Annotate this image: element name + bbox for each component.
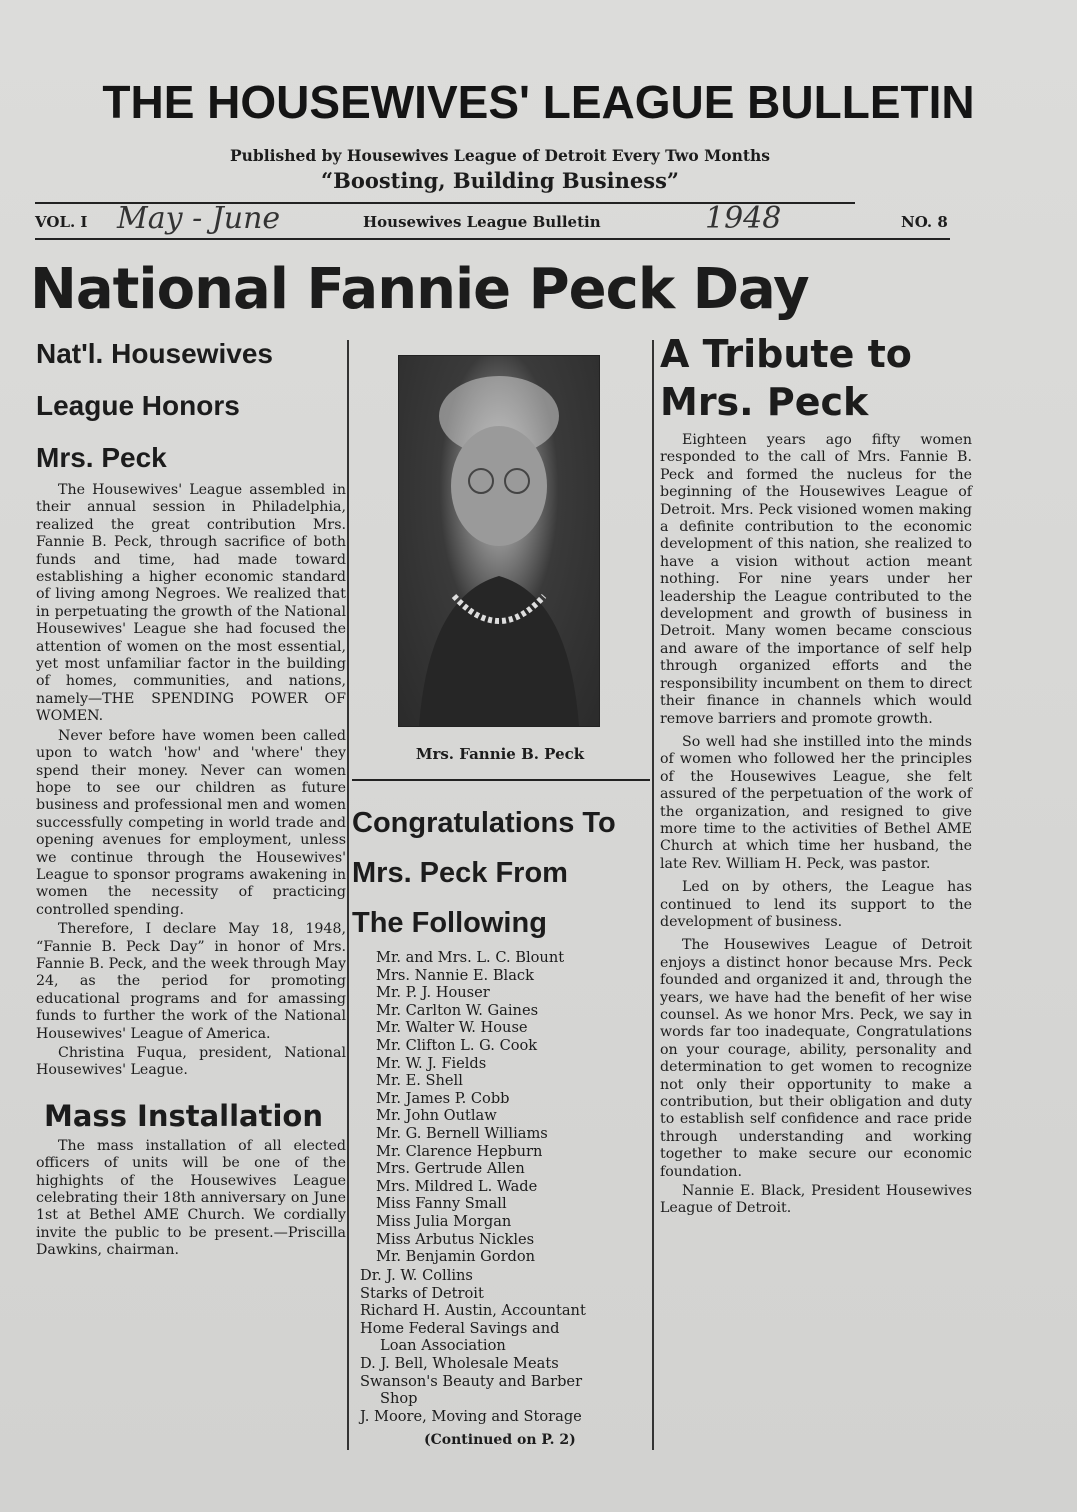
handwritten-year: 1948 <box>705 201 782 236</box>
list-item: Shop <box>380 1390 418 1408</box>
headline: National Fannie Peck Day <box>30 257 809 322</box>
business-list <box>360 1267 586 1425</box>
heading-line: Mrs. Peck <box>36 442 167 473</box>
list-item: Mrs. Gertrude Allen <box>376 1160 525 1178</box>
paragraph: Therefore, I declare May 18, 1948, “Fannie B. Peck Day” in honor of Mrs. Fannie B. Peck, and the week through May 24, as the period for promoting educational programs and for amassing funds to further the work of the National Housewives' League of America. <box>36 921 346 1042</box>
issue-number: NO. 8 <box>901 213 948 231</box>
list-item: Mr. Clifton L. G. Cook <box>376 1036 538 1054</box>
list-item: Mr. and Mrs. L. C. Blount <box>376 949 565 966</box>
motto: “Boosting, Building Business” <box>321 168 679 193</box>
left-article <box>36 482 346 1080</box>
heading-line: League Honors <box>36 390 240 421</box>
handwritten-months: May - June <box>117 201 281 236</box>
right-heading <box>660 330 972 426</box>
portrait-photo <box>398 355 600 727</box>
list-item: Miss Fanny Small <box>376 1195 507 1213</box>
paragraph: So well had she instilled into the minds of women who followed her the principles of the Housewives League, she felt assured of the perpetuation of the work of the organization, and resigned to give more time to the activities of Bethel AME Church at which time her husband, the late Rev. William H. Peck, was pastor. <box>660 733 972 872</box>
publisher-line: Published by Housewives League of Detroit Every Two Months <box>230 146 770 165</box>
names-list <box>376 949 564 1266</box>
mass-installation-text: The mass installation of all elected officers of units will be one of the highights of the Housewives League celebrating their 18th anniversary on June 1st at Bethel AME Church. We cordially invite the public to be present.—Priscilla Dawkins, chairman. <box>36 1137 346 1259</box>
list-item: Mr. James P. Cobb <box>376 1089 510 1107</box>
list-item: Mr. E. Shell <box>376 1072 463 1090</box>
list-item: Mr. W. J. Fields <box>376 1054 487 1072</box>
list-item: Mr. Benjamin Gordon <box>376 1248 536 1266</box>
left-column <box>36 328 346 1262</box>
signature: Christina Fuqua, president, National Housewives' League. <box>36 1045 346 1079</box>
heading-line: A Tribute to <box>660 332 912 376</box>
list-item: J. Moore, Moving and Storage <box>360 1407 582 1425</box>
list-item: Mr. Walter W. House <box>376 1019 528 1037</box>
column-rule <box>652 340 654 1450</box>
paragraph: Eighteen years ago fifty women responded to the call of Mrs. Fannie B. Peck and formed the nucleus for the beginning of the Housewives League of Detroit. Mrs. Peck visioned women making a definite contribution to the economic development of this nation, she realized to have a vision without action meant nothing. For nine years under her leadership the League contributed to the development and growth of business in Detroit. Many women became conscious and aware of the importance of self help through organized efforts and the responsibility incumbent on them to direct their finance in channels which would remove barriers and promote growth. <box>660 432 972 727</box>
heading-line: Congratulations To <box>352 807 616 839</box>
issue-line <box>35 201 950 236</box>
list-item: Mr. Clarence Hepburn <box>376 1142 543 1160</box>
divider <box>352 779 650 781</box>
issue-center-title: Housewives League Bulletin <box>363 213 601 231</box>
paragraph: Never before have women been called upon to watch 'how' and 'where' they spend their money. Never can women hope to see our children as future business and professional men and women successfully competing in world trade and opening avenues for employment, unless we continue through the Housewives' League to sponsor programs awakening in women the necessity of practicing controlled spending. <box>36 727 346 918</box>
list-item: Starks of Detroit <box>360 1284 484 1302</box>
divider <box>35 238 950 240</box>
list-item: Richard H. Austin, Accountant <box>360 1302 586 1320</box>
right-column <box>660 330 972 1220</box>
list-item: Home Federal Savings and <box>360 1319 560 1337</box>
list-item: Miss Arbutus Nickles <box>376 1230 535 1248</box>
paragraph: The Housewives League of Detroit enjoys a distinct honor because Mrs. Peck founded and organized it and, through the years, we have had the benefit of her wise counsel. As we honor Mrs. Peck, we say in words far too inadequate, Congratulations on your courage, ability, personality and determination to get women to recognize not only their opportunity to make a contribution, but their obligation and duty to establish self confidence and race pride through understanding and working together to make secure our economic foundation. <box>660 937 972 1180</box>
paragraph: Led on by others, the League has continued to lend its support to the development of business. <box>660 879 972 930</box>
list-item: Loan Association <box>380 1337 506 1355</box>
list-item: Mr. Carlton W. Gaines <box>376 1001 539 1019</box>
list-item: Swanson's Beauty and Barber <box>360 1372 583 1390</box>
paragraph: The Housewives' League assembled in their annual session in Philadelphia, realized the great contribution Mrs. Fannie B. Peck, through sacrifice of both funds and time, had made toward establishing a higher economic standard of living among Negroes. We realized that in perpetuating the growth of the National Housewives' League she had focused the attention of women on the most essential, yet most unfamiliar factor in the building of homes, communities, and nations, namely—THE SPENDING POWER OF WOMEN. <box>36 482 346 725</box>
list-item: Mr. P. J. Houser <box>376 984 490 1002</box>
list-item: Mr. John Outlaw <box>376 1107 497 1125</box>
volume: VOL. I <box>35 213 88 231</box>
continued-note: (Continued on P. 2) <box>424 1432 576 1448</box>
right-article <box>660 432 972 1218</box>
mass-installation-heading: Mass Installation <box>44 1098 323 1133</box>
list-item: Mr. G. Bernell Williams <box>376 1124 548 1142</box>
list-item: Mrs. Nannie E. Black <box>376 966 534 984</box>
masthead-title: THE HOUSEWIVES' LEAGUE BULLETIN <box>102 76 975 128</box>
photo-caption: Mrs. Fannie B. Peck <box>415 745 585 763</box>
heading-line: Mrs. Peck From <box>352 857 568 889</box>
congratulations-heading <box>352 798 650 948</box>
list-item: Miss Julia Morgan <box>376 1212 512 1230</box>
left-heading <box>36 328 346 484</box>
column-rule <box>347 340 349 1450</box>
list-item: D. J. Bell, Wholesale Meats <box>360 1354 559 1372</box>
heading-line: Nat'l. Housewives <box>36 338 273 369</box>
heading-line: Mrs. Peck <box>660 380 869 424</box>
signature: Nannie E. Black, President Housewives League of Detroit. <box>660 1183 972 1217</box>
heading-line: The Following <box>352 907 547 939</box>
list-item: Mrs. Mildred L. Wade <box>376 1177 538 1195</box>
list-item: Dr. J. W. Collins <box>360 1267 473 1284</box>
portrait-figure <box>399 356 599 726</box>
